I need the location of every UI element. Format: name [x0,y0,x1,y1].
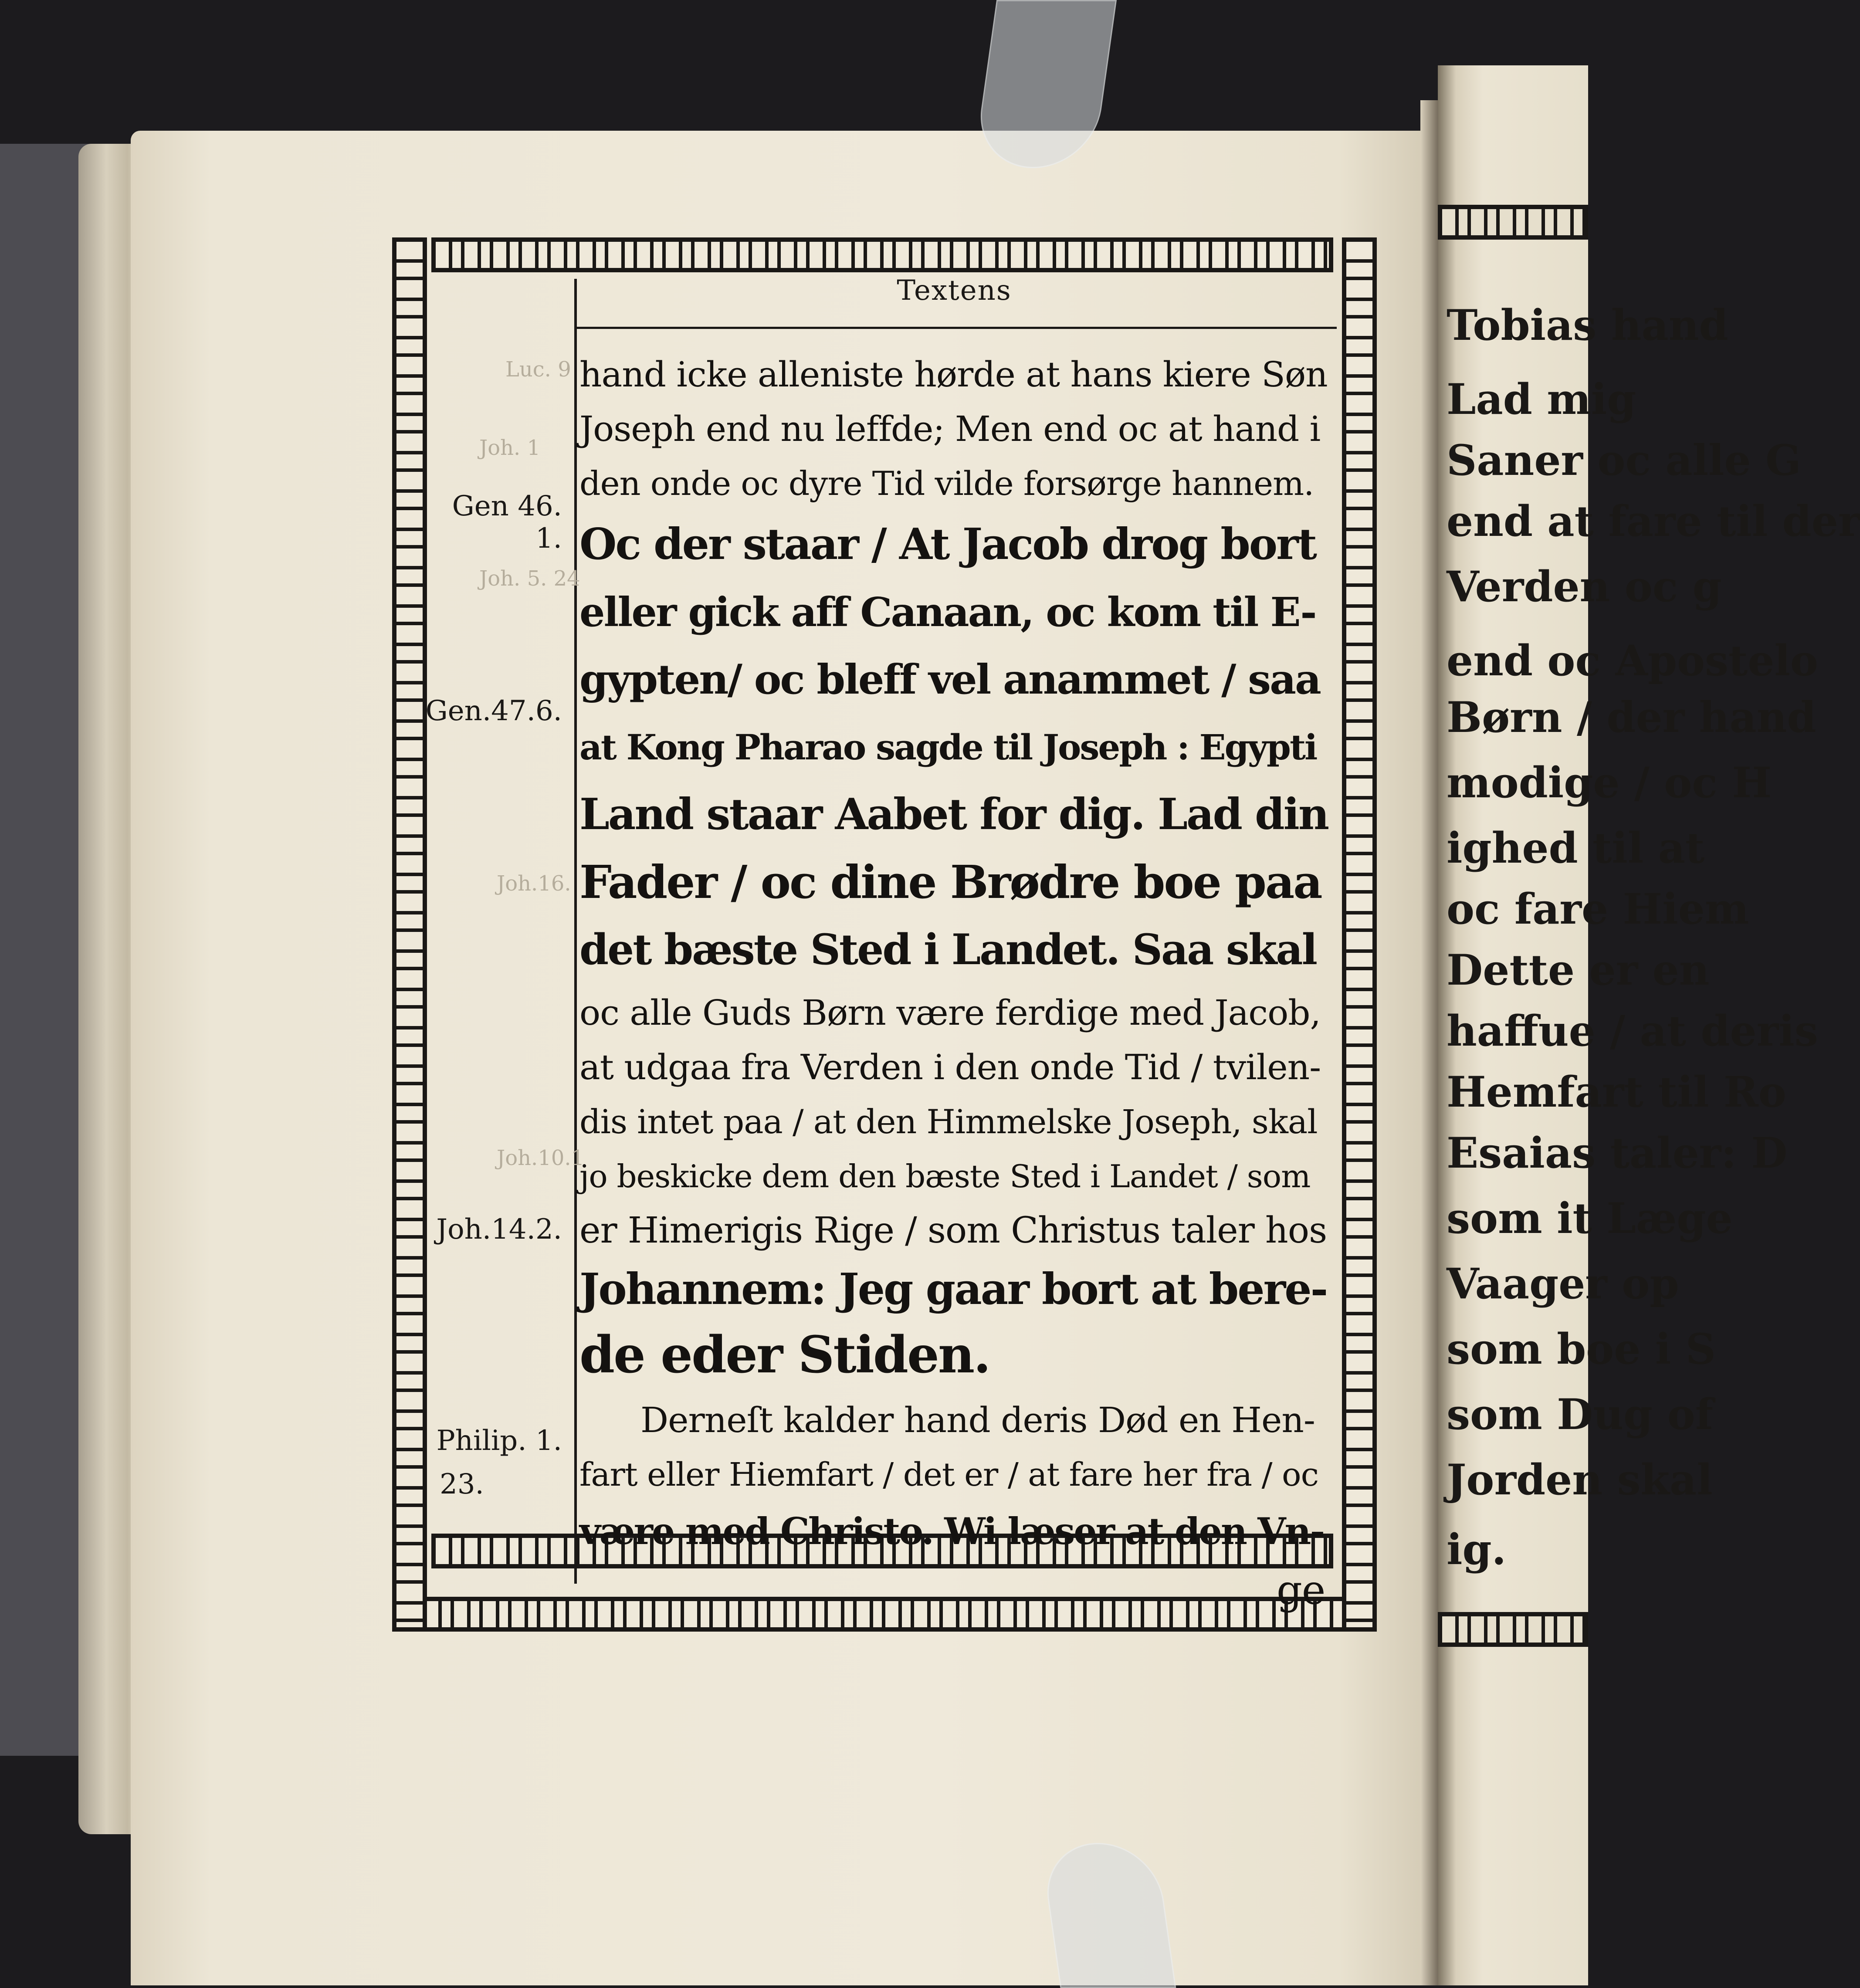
text-line: oc alle Guds Børn være ferdige med Jacob, [579,992,1321,1033]
border-bottom-outer [392,1597,1377,1632]
show-through-note: Joh. 5. 24 [479,566,580,591]
show-through-note: Joh.10.1 [497,1146,585,1170]
right-page-line: ig. [1447,1525,1507,1574]
margin-note-gen46: Gen 46. 1. [452,490,562,555]
text-line: den onde oc dyre Tid vilde forsørge hannem. [579,464,1314,503]
right-page-line: Verden oc g [1447,562,1722,611]
right-page-line: Lad mig [1447,375,1636,424]
text-line: fart eller Hiemfart / det er / at fare her fra / oc [579,1456,1319,1494]
right-page-ornament-top [1438,205,1588,240]
text-line: Fader / oc dine Brødre boe paa [579,855,1321,909]
border-right [1342,237,1377,1632]
text-line: at udgaa fra Verden i den onde Tid / tvilen- [579,1047,1321,1087]
catchword: ge [1277,1567,1325,1613]
right-page-line: Saner oc alle G [1447,436,1801,485]
right-page-line: Jorden skal [1447,1455,1713,1504]
right-page-line: end oc Apostelo [1447,636,1818,685]
right-page-line: som Dug of [1447,1390,1713,1439]
right-page-ornament-bottom [1438,1612,1588,1647]
text-line: Johannem: Jeg gaar bort at bere- [579,1264,1327,1314]
right-page-line: Esaias taler: D [1447,1128,1788,1178]
text-line: Derneſt kalder hand deris Død en Hen- [640,1400,1315,1440]
margin-note-joh14: Joh.14.2. [436,1213,562,1246]
margin-rule [574,279,577,1584]
text-line: Joseph end nu leffde; Men end oc at hand i [579,409,1321,449]
text-line: Land staar Aabet for dig. Lad din [579,789,1328,840]
text-line: eller gick aff Canaan, oc kom til E- [579,589,1316,636]
text-line: gypten/ oc bleff vel anammet / saa [579,656,1320,704]
running-header: Textens [897,274,1012,307]
right-page-line: som it Læge [1447,1194,1733,1243]
right-page-line: som boe i S [1447,1324,1716,1374]
margin-note-philip-verse: 23. [440,1468,484,1500]
text-line: hand icke alleniste hørde at hans kiere Søn [579,354,1328,395]
show-through-note: Joh.16. [497,871,571,896]
text-line: det bæste Sted i Landet. Saa skal [579,925,1317,974]
right-page-line: Tobias hand [1447,301,1728,350]
right-page-line: oc fare Hiem [1447,884,1749,934]
text-line: være med Christo. Wi læser at den Vn- [579,1510,1324,1553]
right-page-line: modige / oc H [1447,758,1772,807]
right-page-line: end at fare til der [1447,497,1860,546]
text-line: Oc der staar / At Jacob drog bort [579,519,1316,569]
right-page-line: Hemfart til Ro [1447,1067,1786,1117]
text-line: at Kong Pharao sagde til Joseph : Egypti [579,727,1317,768]
show-through-note: Luc. 9 [505,357,571,382]
text-line: er Himerigis Rige / som Christus taler hos [579,1210,1327,1251]
margin-note-philip: Philip. 1. [436,1425,562,1457]
show-through-note: Joh. 1 [479,436,541,460]
border-left [392,237,427,1632]
text-line: dis intet paa / at den Himmelske Joseph, skal [579,1102,1318,1141]
margin-note-gen47: Gen.47.6. [425,695,562,727]
right-page-line: haffue / at deris [1447,1006,1818,1056]
right-page-line: ighed til at [1447,823,1705,873]
right-page-line: Vaager op [1447,1259,1679,1308]
right-page-line: Dette er en [1447,945,1710,995]
border-top [431,237,1333,272]
text-line: de eder Stiden. [579,1325,990,1385]
right-page-line: Børn / der hand [1447,693,1816,742]
text-line: jo beskicke dem den bæste Sted i Landet / som [579,1158,1311,1195]
header-rule [574,327,1337,329]
